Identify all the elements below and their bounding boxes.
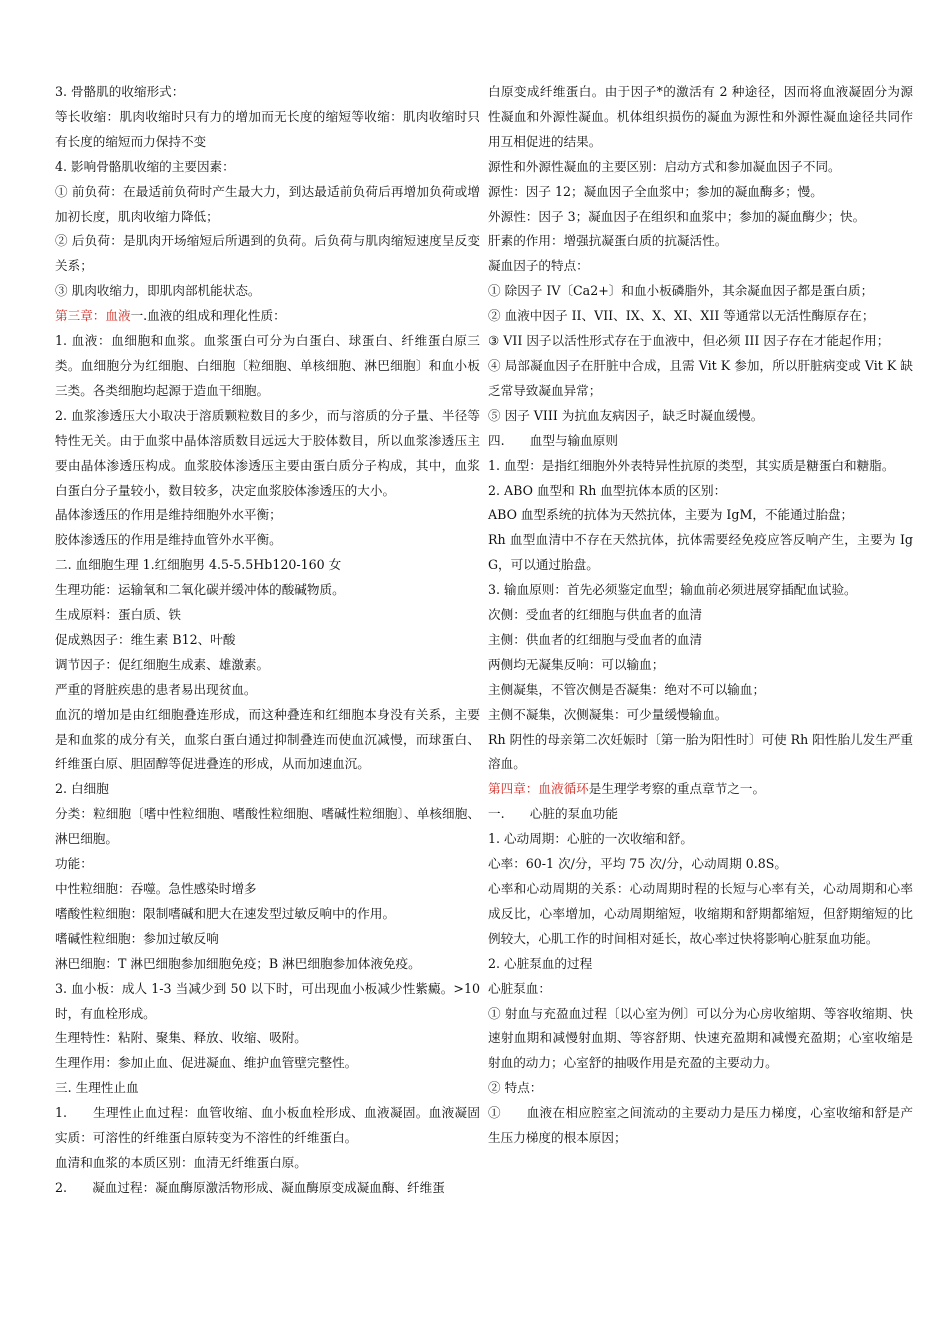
paragraph — [488, 827, 913, 852]
paragraph — [488, 1076, 913, 1101]
paragraph — [55, 80, 480, 105]
paragraph-text: 2. 白细胞 — [55, 781, 109, 797]
paragraph-text: 嗜酸性粒细胞：限制嗜碱和肥大在速发型过敏反响中的作用。 — [55, 905, 396, 921]
paragraph — [55, 877, 480, 902]
paragraph-text: 3. 输血原则：首先必须鉴定血型；输血前必须进展穿插配血试验。 — [488, 582, 857, 598]
paragraph-text: ⑤ 因子 VIII 为抗血友病因子，缺乏时凝血缓慢。 — [488, 407, 764, 423]
paragraph — [55, 1051, 480, 1076]
right-column — [488, 80, 913, 1151]
paragraph-text: 晶体渗透压的作用是维持细胞外水平衡； — [55, 507, 282, 523]
paragraph-text: 功能： — [55, 856, 93, 872]
paragraph — [488, 877, 913, 952]
paragraph-text: 生理功能：运输氧和二氧化碳并缓冲体的酸碱物质。 — [55, 582, 345, 598]
paragraph-text: 4. 影响骨骼肌收缩的主要因素： — [55, 158, 235, 174]
chapter-heading: 第四章：血液循环 — [488, 781, 589, 797]
paragraph-text: 1. 血液：血细胞和血浆。血浆蛋白可分为白蛋白、球蛋白、纤维蛋白原三类。血细胞分为红细胞、白细胞〔粒细胞、单核细胞、淋巴细胞〕和血小板三类。各类细胞均起源于造血干细胞。 — [55, 333, 480, 398]
paragraph-text: 调节因子：促红细胞生成素、雄激素。 — [55, 656, 270, 672]
paragraph-text: 四. 血型与输血原则 — [488, 432, 618, 448]
paragraph-text: 严重的肾脏疾患的患者易出现贫血。 — [55, 681, 257, 697]
paragraph-text: 次侧：受血者的红细胞与供血者的血清 — [488, 607, 703, 623]
paragraph-text: 三. 生理性止血 — [55, 1080, 139, 1096]
paragraph — [488, 1101, 913, 1151]
paragraph — [55, 105, 480, 155]
paragraph-text: 源性：因子 12；凝血因子全血浆中；参加的凝血酶多；慢。 — [488, 183, 823, 199]
paragraph — [55, 603, 480, 628]
paragraph-text: 促成熟因子：维生素 B12、叶酸 — [55, 631, 236, 647]
paragraph-text: 3. 血小板：成人 1-3 当减少到 50 以下时，可出现血小板减少性紫癜。>10 时，有血栓形成。 — [55, 980, 480, 1021]
paragraph-text: ① 除因子 IV〔Ca2+〕和血小板磷脂外，其余凝血因子都是蛋白质； — [488, 283, 874, 299]
paragraph — [488, 404, 913, 429]
paragraph — [488, 80, 913, 155]
paragraph — [55, 578, 480, 603]
paragraph — [488, 454, 913, 479]
paragraph — [55, 404, 480, 504]
paragraph — [55, 1101, 480, 1151]
paragraph-text: 外源性：因子 3；凝血因子在组织和血浆中；参加的凝血酶少；快。 — [488, 208, 866, 224]
paragraph — [488, 503, 913, 528]
paragraph-text: Rh 阴性的母亲第二次妊娠时〔第一胎为阳性时〕可使 Rh 阳性胎儿发生严重溶血。 — [488, 731, 914, 772]
paragraph — [488, 229, 913, 254]
paragraph — [55, 777, 480, 802]
paragraph-text: ② 血液中因子 II、VII、IX、X、XI、XII 等通常以无活性酶原存在； — [488, 308, 875, 324]
paragraph — [488, 354, 913, 404]
paragraph — [488, 180, 913, 205]
paragraph-text: 3. 骨骼肌的收缩形式： — [55, 84, 185, 99]
paragraph — [488, 205, 913, 230]
paragraph-text: 1. 心动周期：心脏的一次收缩和舒。 — [488, 831, 693, 847]
paragraph-text: 中性粒细胞：吞噬。急性感染时增多 — [55, 881, 257, 896]
paragraph — [55, 1176, 480, 1201]
paragraph-text: 2. 血浆渗透压大小取决于溶质颗粒数目的多少，而与溶质的分子量、半径等特性无关。由于血浆中晶体溶质数目远远大于胶体数目，所以血浆渗透压主要由晶体渗透压构成。血浆胶体渗透压主要由蛋白质分子构成，其中，血浆白蛋白分子量较小，数目较多，决定血浆胶体渗透压的大小。 — [55, 407, 480, 498]
paragraph-text: 心脏泵血： — [488, 980, 551, 996]
paragraph — [488, 279, 913, 304]
paragraph-text: 分类：粒细胞〔嗜中性粒细胞、嗜酸性粒细胞、嗜碱性粒细胞〕、单核细胞、淋巴细胞。 — [55, 806, 480, 847]
paragraph-text: 主侧不凝集，次侧凝集：可少量缓慢输血。 — [488, 706, 728, 722]
paragraph-text: ① 血液在相应腔室之间流动的主要动力是压力梯度，心室收缩和舒是产生压力梯度的根本原因； — [488, 1105, 913, 1146]
paragraph-text: 胶体渗透压的作用是维持血管外水平衡。 — [55, 532, 282, 548]
paragraph-text: 源性和外源性凝血的主要区别：启动方式和参加凝血因子不同。 — [488, 158, 841, 174]
paragraph-text: 肝素的作用：增强抗凝蛋白质的抗凝活性。 — [488, 233, 728, 249]
paragraph-text: ② 特点： — [488, 1080, 543, 1096]
paragraph — [55, 180, 480, 230]
paragraph — [55, 1076, 480, 1101]
paragraph-text: ① 前负荷：在最适前负荷时产生最大力，到达最适前负荷后再增加负荷或增加初长度，肌肉收缩力降低； — [55, 183, 480, 224]
paragraph-text: 血清和血浆的本质区别：血清无纤维蛋白原。 — [55, 1154, 307, 1170]
paragraph — [55, 279, 480, 304]
paragraph — [488, 528, 913, 578]
paragraph — [55, 329, 480, 404]
paragraph — [55, 503, 480, 528]
paragraph-text: 主侧凝集，不管次侧是否凝集：绝对不可以输血； — [488, 681, 766, 697]
paragraph-text: 二. 血细胞生理 1.红细胞男 4.5-5.5Hb120-160 女 — [55, 557, 342, 573]
paragraph — [55, 952, 480, 977]
paragraph — [488, 703, 913, 728]
paragraph — [488, 329, 913, 354]
paragraph-text: 2. 凝血过程：凝血酶原激活物形成、凝血酶原变成凝血酶、纤维蛋 — [55, 1179, 445, 1195]
paragraph-text: ④ 局部凝血因子在肝脏中合成，且需 Vit K 参加，所以肝脏病变或 Vit K 缺乏常导致凝血异常； — [488, 357, 913, 398]
paragraph — [55, 703, 480, 778]
paragraph — [55, 155, 480, 180]
paragraph — [488, 254, 913, 279]
paragraph — [55, 678, 480, 703]
paragraph-text: 心率：60-1 次/分，平均 75 次/分，心动周期 0.8S。 — [488, 856, 787, 872]
paragraph — [488, 802, 913, 827]
paragraph-text: 凝血因子的特点： — [488, 258, 589, 274]
paragraph — [488, 952, 913, 977]
paragraph-text: Rh 血型血清中不存在天然抗体，抗体需要经免疫应答反响产生，主要为 IgG，可以通过胎盘。 — [488, 532, 913, 573]
paragraph — [488, 653, 913, 678]
paragraph — [55, 802, 480, 852]
paragraph-text: ① 射血与充盈血过程〔以心室为例〕可以分为心房收缩期、等容收缩期、快速射血期和减慢射血期、等容舒期、快速充盈期和减慢充盈期；心室收缩是射血的动力；心室舒的抽吸作用是充盈的主要动力。 — [488, 1005, 913, 1071]
paragraph-text: 主侧：供血者的红细胞与受血者的血清 — [488, 631, 703, 647]
paragraph — [55, 1151, 480, 1176]
paragraph-text: 一. 心脏的泵血功能 — [488, 806, 618, 822]
paragraph — [55, 902, 480, 927]
paragraph-text: 淋巴细胞：T 淋巴细胞参加细胞免疫；B 淋巴细胞参加体液免疫。 — [55, 955, 421, 971]
paragraph — [488, 429, 913, 454]
paragraph — [55, 653, 480, 678]
paragraph — [488, 1002, 913, 1077]
paragraph-text: 血沉的增加是由红细胞叠连形成，而这种叠连和红细胞本身没有关系，主要是和血浆的成分有关，血浆白蛋白通过抑制叠连而使血沉减慢，而球蛋白、纤维蛋白原、胆固醇等促进叠连的形成，从而加速血沉。 — [55, 706, 480, 772]
paragraph — [488, 578, 913, 603]
paragraph-text: 2. 心脏泵血的过程 — [488, 955, 593, 971]
paragraph — [55, 1026, 480, 1051]
paragraph-text: 生理特性：粘附、聚集、释放、收缩、吸附。 — [55, 1030, 307, 1046]
paragraph-text: 一.血液的组成和理化性质： — [130, 308, 286, 324]
paragraph-text: ② 后负荷：是肌肉开场缩短后所遇到的负荷。后负荷与肌肉缩短速度呈反变关系； — [55, 233, 480, 274]
paragraph — [55, 977, 480, 1027]
paragraph-text: 白原变成纤维蛋白。由于因子*的激活有 2 种途径，因而将血液凝固分为源性凝血和外源性凝血。机体组织损伤的凝血为源性和外源性凝血途径共同作用互相促进的结果。 — [488, 84, 913, 149]
paragraph — [55, 927, 480, 952]
paragraph — [55, 553, 480, 578]
paragraph-text: 等长收缩：肌肉收缩时只有力的增加而无长度的缩短等收缩：肌肉收缩时只有长度的缩短而力保持不变 — [55, 108, 480, 149]
paragraph-text: ABO 血型系统的抗体为天然抗体，主要为 IgM，不能通过胎盘； — [488, 507, 854, 523]
paragraph-text: 嗜碱性粒细胞：参加过敏反响 — [55, 930, 219, 946]
paragraph — [55, 304, 480, 329]
paragraph-text: 1. 血型：是指红细胞外外表特异性抗原的类型，其实质是糖蛋白和糖脂。 — [488, 457, 895, 473]
paragraph — [488, 628, 913, 653]
paragraph — [488, 852, 913, 877]
chapter-heading: 第三章：血液 — [55, 308, 131, 324]
paragraph — [488, 155, 913, 180]
paragraph — [488, 603, 913, 628]
paragraph-text: ③ 肌肉收缩力，即肌肉部机能状态。 — [55, 283, 261, 299]
paragraph — [488, 479, 913, 504]
paragraph-text: 是生理学考察的重点章节之一。 — [588, 781, 766, 797]
paragraph — [55, 852, 480, 877]
paragraph-text: 生成原料：蛋白质、铁 — [55, 607, 181, 623]
paragraph-text: 生理作用：参加止血、促进凝血、维护血管壁完整性。 — [55, 1055, 358, 1071]
paragraph — [488, 304, 913, 329]
paragraph-text: 心率和心动周期的关系：心动周期时程的长短与心率有关，心动周期和心率成反比，心率增加，心动周期缩短，收缩期和舒期都缩短，但舒期缩短的比例较大，心肌工作的时间相对延长，故心率过快将影响心脏泵血功能。 — [488, 881, 913, 946]
paragraph — [55, 229, 480, 279]
paragraph-text: 1. 生理性止血过程：血管收缩、血小板血栓形成、血液凝固。血液凝固实质：可溶性的纤维蛋白原转变为不溶性的纤维蛋白。 — [55, 1105, 480, 1146]
paragraph-text: 2. ABO 血型和 Rh 血型抗体本质的区别： — [488, 482, 727, 498]
paragraph — [488, 777, 913, 802]
left-column — [55, 80, 480, 1201]
paragraph — [55, 528, 480, 553]
paragraph — [488, 977, 913, 1002]
paragraph-text: ③ VII 因子以活性形式存在于血液中，但必须 III 因子存在才能起作用； — [488, 333, 890, 349]
paragraph-text: 两侧均无凝集反响：可以输血； — [488, 656, 665, 672]
paragraph — [55, 628, 480, 653]
paragraph — [488, 678, 913, 703]
paragraph — [488, 728, 913, 778]
